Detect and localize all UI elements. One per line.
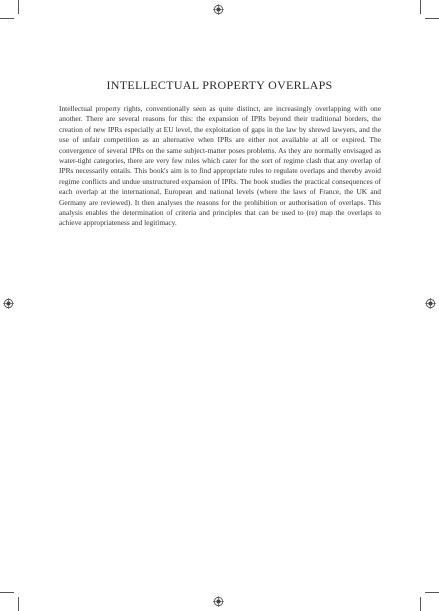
crop-mark (18, 0, 19, 14)
crop-mark (425, 18, 439, 19)
registration-target-icon (213, 596, 224, 607)
crop-mark (18, 597, 19, 611)
registration-target-icon (213, 4, 224, 15)
abstract-paragraph: Intellectual property rights, conventionally seen as quite distinct, are increasingly overlapping with one another. There are several reasons for this: the expansion of IPRs beyond their traditional borders, the creation of new IPRs especially at EU level, the exploitation of gaps in the law by shrewd lawyers, and the use of unfair competition as an alternative when IPRs are either not available at all or expired. The convergence of several IPRs on the same subject-matter poses problems. As they are normally envisaged as water-tight categories, there are very few rules which cater for the sort of regime clash that any overlap of IPRs necessarily entails. This book's aim is to find appropriate rules to regulate overlaps and thereby avoid regime conflicts and undue unstructured expansion of IPRs. The book studies the practical consequences of each overlap at the international, European and national levels (where the laws of France, the UK and Germany are reviewed). It then analyses the reasons for the prohibition or authorisation of overlaps. This analysis enables the determination of criteria and principles that can be used to (re) map the overlaps to achieve appropriateness and legitimacy. (59, 104, 381, 228)
crop-mark (420, 0, 421, 14)
registration-target-icon (3, 298, 14, 309)
crop-mark (0, 592, 14, 593)
page-title: INTELLECTUAL PROPERTY OVERLAPS (106, 78, 333, 92)
crop-mark (0, 18, 14, 19)
crop-mark (425, 592, 439, 593)
crop-mark (420, 597, 421, 611)
registration-target-icon (425, 298, 436, 309)
